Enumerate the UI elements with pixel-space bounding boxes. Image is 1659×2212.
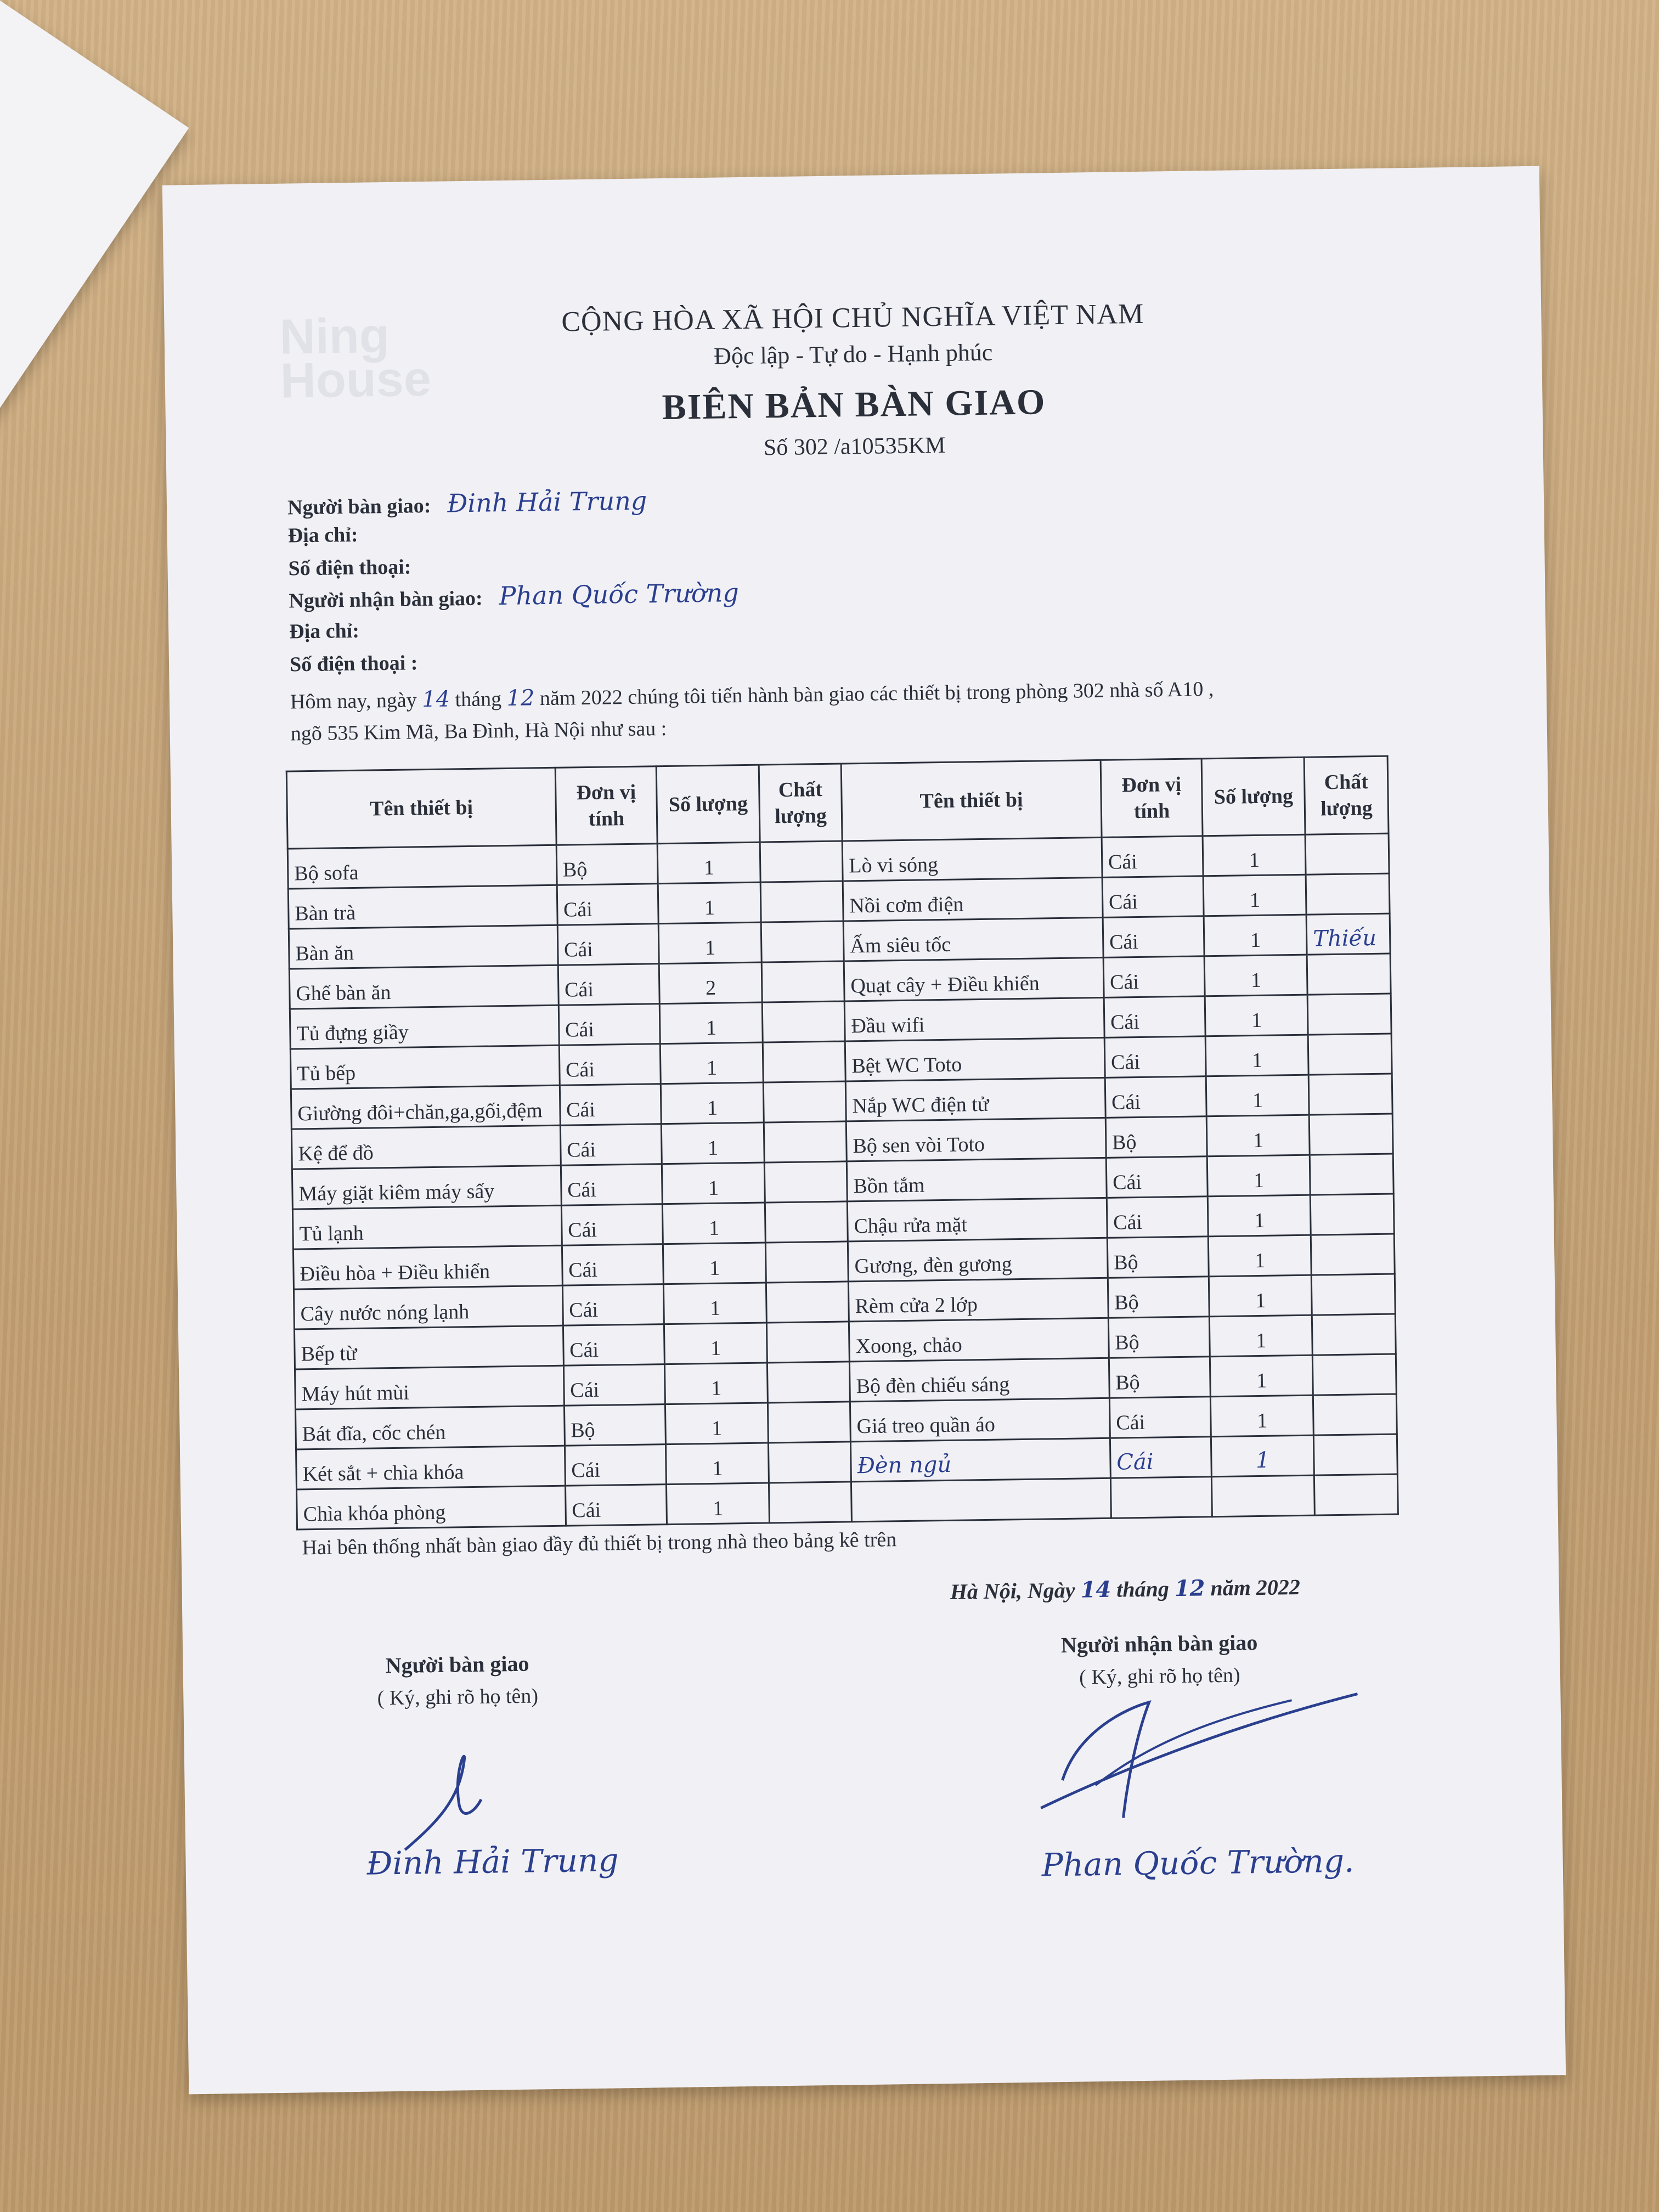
item-name-left: Két sắt + chìa khóa (296, 1446, 566, 1489)
item-unit-left: Cái (562, 1284, 664, 1326)
item-quality-left (767, 1362, 850, 1403)
item-qty-left: 1 (661, 1082, 764, 1124)
item-qty-left: 1 (667, 1483, 770, 1525)
item-unit-right: Bộ (1108, 1317, 1210, 1358)
header-qty-left: Số lượng (657, 765, 760, 844)
item-unit-right: Cái (1105, 1076, 1207, 1118)
item-qty-right: 1 (1210, 1355, 1313, 1397)
item-quality-right (1314, 1474, 1398, 1515)
item-name-left: Bộ sofa (287, 845, 557, 889)
item-name-right: Bệt WC Toto (845, 1037, 1105, 1081)
giver-field (287, 486, 647, 520)
item-name-left: Bát đĩa, cốc chén (296, 1406, 565, 1449)
header-quality-left: Chất lượng (759, 764, 842, 842)
item-unit-right: Cái (1104, 996, 1206, 1038)
item-unit-left: Cái (557, 884, 659, 926)
item-quality-left (768, 1402, 850, 1443)
date-day: 14 (1080, 1576, 1111, 1603)
item-name-right: Nồi cơm điện (843, 877, 1103, 921)
item-qty-right: 1 (1210, 1315, 1313, 1357)
item-qty-right: 1 (1211, 1435, 1314, 1477)
item-unit-right: Cái (1103, 956, 1205, 998)
item-quality-right (1311, 1274, 1395, 1315)
intro-text-4: ngõ 535 Kim Mã, Ba Đình, Hà Nội như sau : (290, 716, 667, 746)
item-qty-left: 2 (659, 962, 763, 1004)
item-name-left: Máy hút mùi (295, 1365, 564, 1409)
item-unit-right: Cái (1107, 1197, 1209, 1238)
item-unit-left: Cái (563, 1324, 665, 1366)
item-unit-right: Cái (1102, 876, 1204, 918)
item-unit-right: Cái (1102, 836, 1204, 878)
item-qty-left: 1 (660, 1002, 763, 1044)
item-name-left: Tủ lạnh (292, 1205, 562, 1249)
item-quality-left (764, 1161, 847, 1203)
item-name-right: Rèm cửa 2 lớp (848, 1278, 1108, 1322)
item-quality-right (1309, 1114, 1393, 1155)
item-quality-right (1311, 1234, 1395, 1275)
watermark-logo: Ning House (279, 308, 432, 409)
item-name-right: Chậu rửa mặt (847, 1198, 1107, 1242)
item-unit-left: Cái (560, 1084, 662, 1126)
document-number: Số 302 /a10535KM (763, 432, 946, 461)
intro-text-3: năm 2022 chúng tôi tiến hành bàn giao các thiết bị trong phòng 302 nhà số A10 , (534, 678, 1214, 710)
item-name-right: Gương, đèn gương (848, 1238, 1108, 1282)
item-quality-right (1310, 1154, 1393, 1195)
header-name-right: Tên thiết bị (841, 760, 1102, 841)
date-prefix: Hà Nội, Ngày (950, 1577, 1081, 1604)
item-qty-left: 1 (665, 1363, 768, 1404)
item-quality-left (760, 841, 843, 882)
giver-signature-block (320, 1650, 595, 1711)
intro-paragraph (290, 670, 1415, 750)
item-unit-right: Cái (1106, 1156, 1208, 1198)
item-unit-left: Cái (565, 1485, 667, 1526)
item-unit-right: Bộ (1105, 1116, 1207, 1158)
item-unit-right (1110, 1477, 1212, 1519)
item-qty-right: 1 (1208, 1195, 1311, 1237)
giver-handwritten-name: Đinh Hải Trung (447, 486, 647, 518)
item-quality-left (766, 1282, 849, 1323)
item-qty-left: 1 (662, 1122, 765, 1164)
item-name-left: Máy giặt kiêm máy sấy (292, 1165, 561, 1209)
item-quality-right (1312, 1354, 1396, 1395)
item-qty-right: 1 (1206, 1075, 1310, 1116)
item-qty-left: 1 (659, 922, 762, 964)
item-unit-left: Cái (561, 1204, 663, 1246)
handover-document (162, 166, 1566, 2095)
receiver-field (289, 578, 739, 613)
item-quality-left (762, 1001, 845, 1042)
receiver-label: Người nhận bàn giao: (289, 586, 483, 613)
receiver-signed-name: Phan Quốc Trường. (1041, 1842, 1355, 1884)
item-qty-right: 1 (1211, 1395, 1314, 1437)
receiver-handwritten-name: Phan Quốc Trường (499, 578, 740, 611)
item-name-left: Bàn ăn (289, 925, 558, 969)
item-qty-left: 1 (663, 1203, 766, 1244)
item-quality-right (1313, 1394, 1397, 1435)
item-qty-left: 1 (663, 1243, 766, 1284)
item-qty-left: 1 (666, 1443, 769, 1485)
item-name-right: Ấm siêu tốc (843, 917, 1103, 961)
equipment-table (286, 755, 1399, 1531)
item-qty-left: 1 (664, 1323, 768, 1364)
item-qty-right: 1 (1205, 955, 1308, 996)
item-name-left: Cây nước nóng lạnh (294, 1285, 563, 1329)
table-header-row (286, 756, 1389, 849)
intro-text-2: tháng (449, 687, 507, 712)
header-name-left: Tên thiết bị (286, 768, 556, 849)
document-title: BIÊN BẢN BÀN GIAO (662, 382, 1046, 428)
item-quality-left (769, 1482, 852, 1523)
item-unit-left: Cái (559, 1044, 661, 1086)
item-quality-right (1307, 994, 1391, 1035)
receiver-signature-note: ( Ký, ghi rõ họ tên) (1079, 1663, 1240, 1689)
item-quality-left (763, 1081, 846, 1122)
item-unit-right: Bộ (1109, 1357, 1211, 1398)
item-qty-left: 1 (657, 842, 760, 884)
item-quality-left (763, 1041, 845, 1082)
item-quality-right (1307, 953, 1391, 995)
item-quality-left (760, 881, 843, 922)
item-qty-right: 1 (1204, 874, 1307, 916)
item-unit-left: Cái (557, 924, 659, 966)
item-quality-left (761, 961, 844, 1002)
item-unit-right: Cái (1104, 1036, 1206, 1078)
item-name-left: Bếp từ (294, 1325, 563, 1369)
giver-label: Người bàn giao: (287, 494, 431, 520)
item-name-left: Chìa khóa phòng (297, 1486, 566, 1530)
item-qty-left: 1 (665, 1403, 769, 1444)
item-qty-left: 1 (658, 882, 761, 924)
intro-month: 12 (506, 685, 535, 712)
header-qty-right: Số lượng (1202, 757, 1306, 836)
item-qty-left: 1 (664, 1283, 767, 1324)
item-name-right: Bộ đèn chiếu sáng (849, 1358, 1109, 1402)
item-quality-right (1312, 1314, 1396, 1355)
item-qty-right: 1 (1206, 1035, 1309, 1076)
item-unit-left: Cái (558, 964, 660, 1006)
phone2-label: Số điện thoại : (289, 651, 418, 676)
item-name-right: Bồn tắm (847, 1158, 1107, 1201)
item-name-left: Tủ bếp (290, 1045, 560, 1089)
item-unit-left: Cái (561, 1164, 663, 1206)
item-name-right: Xoong, chảo (849, 1318, 1109, 1362)
item-quality-left (761, 921, 844, 962)
date-suffix: năm 2022 (1205, 1574, 1301, 1601)
item-quality-right (1310, 1194, 1394, 1235)
item-name-left: Kệ để đồ (291, 1125, 561, 1169)
date-mid: tháng (1110, 1576, 1175, 1602)
item-quality-left (768, 1442, 851, 1483)
item-unit-left: Bộ (556, 844, 658, 885)
item-qty-right: 1 (1207, 1155, 1311, 1197)
header-unit-right: Đơn vị tính (1101, 759, 1203, 838)
item-quality-right (1306, 873, 1390, 915)
phone1-label: Số điện thoại: (288, 555, 411, 580)
nation-header: CỘNG HÒA XÃ HỘI CHỦ NGHĨA VIỆT NAM (561, 298, 1144, 338)
item-unit-right: Bộ (1108, 1277, 1210, 1318)
item-quality-right (1308, 1034, 1392, 1075)
motto: Độc lập - Tự do - Hạnh phúc (713, 338, 993, 370)
intro-day: 14 (421, 686, 450, 713)
item-unit-left: Cái (565, 1444, 667, 1486)
giver-signature-note: ( Ký, ghi rõ họ tên) (377, 1684, 539, 1710)
item-quality-right (1305, 833, 1389, 874)
item-quality-right (1308, 1074, 1392, 1115)
signing-date (950, 1574, 1300, 1605)
item-unit-left: Cái (558, 1004, 661, 1046)
item-unit-right: Cái (1103, 916, 1205, 958)
item-unit-left: Cái (563, 1364, 665, 1406)
agreement-text: Hai bên thống nhất bàn giao đầy đủ thiết bị trong nhà theo bảng kê trên (302, 1528, 897, 1560)
item-name-left: Tủ đựng giầy (290, 1005, 559, 1049)
address2-label: Địa chỉ: (289, 619, 360, 644)
item-name-right: Bộ sen vòi Toto (846, 1118, 1106, 1161)
item-unit-right: Bộ (1107, 1237, 1209, 1278)
item-quality-left (764, 1121, 847, 1163)
item-name-right (851, 1478, 1111, 1522)
item-unit-right: Cái (1110, 1437, 1212, 1479)
item-name-right: Giá treo quần áo (850, 1398, 1110, 1442)
item-name-right: Lò vi sóng (842, 837, 1102, 881)
date-month: 12 (1174, 1575, 1205, 1602)
item-qty-left: 1 (662, 1163, 765, 1204)
header-unit-left: Đơn vị tính (555, 766, 658, 845)
header-quality-right: Chất lượng (1304, 756, 1389, 834)
item-name-left: Ghế bàn ăn (289, 965, 558, 1009)
item-name-left: Bàn trà (288, 885, 557, 929)
item-unit-left: Bộ (564, 1404, 666, 1446)
item-name-right: Quạt cây + Điều khiển (844, 957, 1104, 1001)
item-qty-right: 1 (1207, 1115, 1310, 1156)
giver-signed-name: Đinh Hải Trung (366, 1841, 619, 1882)
item-unit-left: Cái (560, 1124, 662, 1166)
item-qty-right: 1 (1204, 915, 1307, 956)
item-unit-left: Cái (562, 1244, 664, 1286)
intro-text-1: Hôm nay, ngày (290, 689, 422, 714)
address1-label: Địa chỉ: (287, 523, 358, 548)
item-qty-right: 1 (1203, 834, 1306, 876)
item-quality-right: Thiếu (1306, 913, 1390, 955)
item-unit-right: Cái (1109, 1397, 1211, 1438)
receiver-signature-title: Người nhận bàn giao (1060, 1630, 1258, 1658)
item-quality-right (1313, 1434, 1397, 1475)
item-name-right: Đèn ngủ (851, 1438, 1111, 1482)
item-quality-left (765, 1242, 848, 1283)
item-qty-right (1212, 1475, 1315, 1517)
item-name-right: Nắp WC điện tử (845, 1077, 1105, 1121)
item-name-right: Đầu wifi (844, 997, 1104, 1041)
item-name-left: Giường đôi+chăn,ga,gối,đệm (291, 1085, 560, 1129)
item-quality-left (766, 1322, 849, 1363)
receiver-signature-mark (1028, 1661, 1370, 1841)
item-qty-left: 1 (661, 1042, 764, 1084)
item-qty-right: 1 (1205, 995, 1308, 1036)
item-name-left: Điều hòa + Điều khiển (293, 1245, 562, 1289)
item-qty-right: 1 (1209, 1235, 1312, 1277)
adjacent-page (0, 0, 189, 583)
item-quality-left (765, 1201, 848, 1243)
item-qty-right: 1 (1209, 1275, 1312, 1317)
giver-signature-title: Người bàn giao (385, 1651, 529, 1678)
